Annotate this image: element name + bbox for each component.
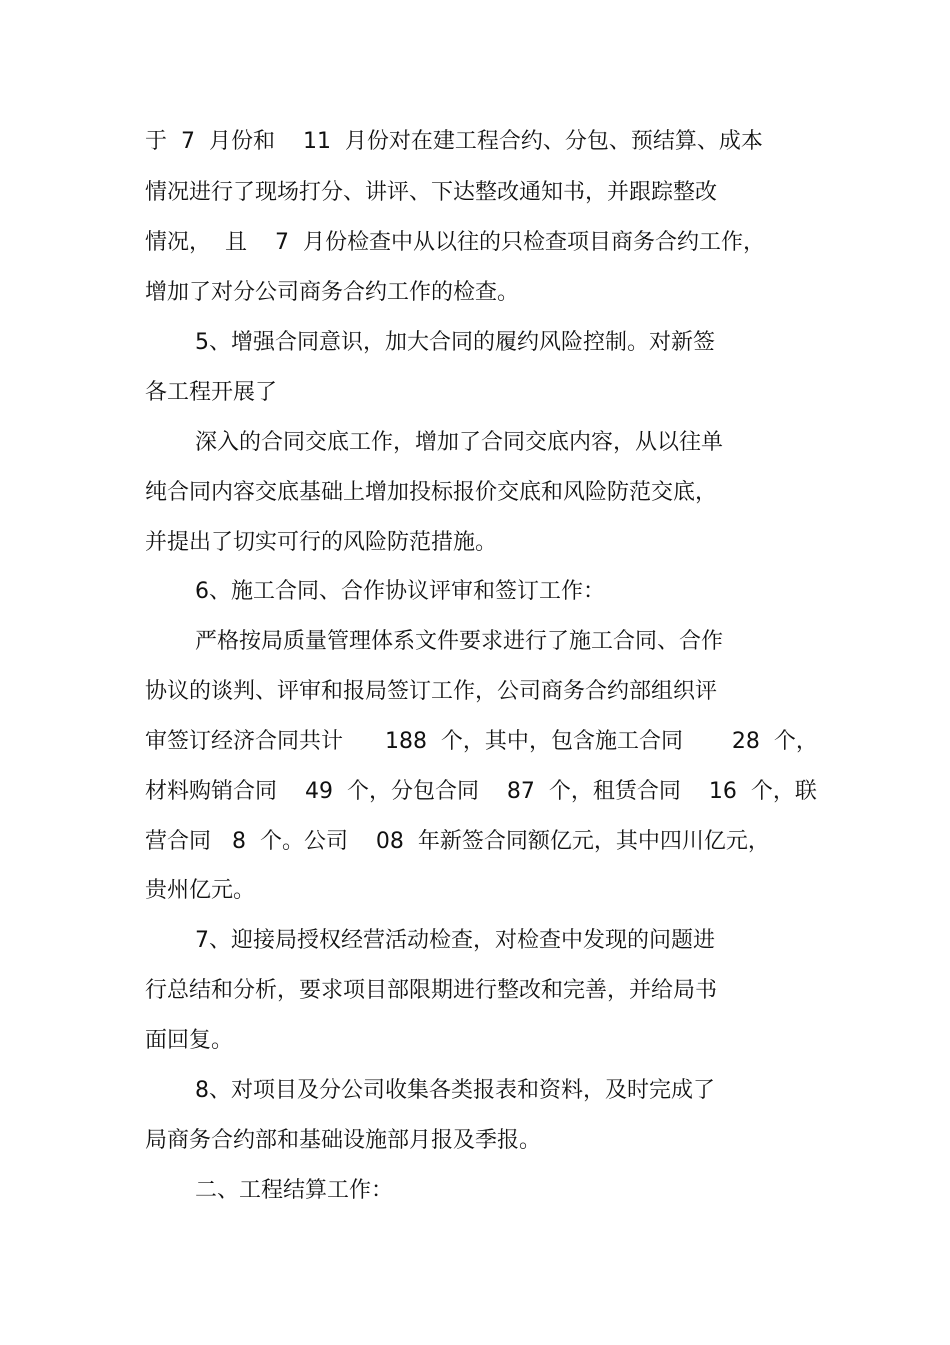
text-line: 纯合同内容交底基础上增加投标报价交底和风险防范交底， bbox=[145, 480, 718, 505]
text-line: 各工程开展了 bbox=[145, 380, 278, 405]
paragraph-heading: 5、增强合同意识，加大合同的履约风险控制。对新签 bbox=[195, 330, 715, 355]
text-line: 并提出了切实可行的风险防范措施。 bbox=[145, 530, 498, 555]
paragraph-heading: 8、对项目及分公司收集各类报表和资料，及时完成了 bbox=[195, 1078, 715, 1103]
text-line: 面回复。 bbox=[145, 1028, 234, 1053]
text-line: 严格按局质量管理体系文件要求进行了施工合同、合作 bbox=[195, 629, 724, 654]
text-line: 营合同 8 个。公司 08 年新签合同额亿元，其中四川亿元， bbox=[145, 829, 770, 854]
text-line: 深入的合同交底工作，增加了合同交底内容，从以往单 bbox=[195, 430, 724, 455]
paragraph-heading: 6、施工合同、合作协议评审和签订工作： bbox=[195, 579, 605, 604]
text-line: 于 7 月份和 11 月份对在建工程合约、分包、预结算、成本 bbox=[145, 129, 763, 154]
text-line: 增加了对分公司商务合约工作的检查。 bbox=[145, 280, 520, 305]
text-line: 局商务合约部和基础设施部月报及季报。 bbox=[145, 1128, 542, 1153]
text-line: 审签订经济合同共计 188 个，其中，包含施工合同 28 个， bbox=[145, 729, 818, 754]
text-line: 情况， 且 7 月份检查中从以往的只检查项目商务合约工作， bbox=[145, 230, 765, 255]
text-line: 协议的谈判、评审和报局签订工作，公司商务合约部组织评 bbox=[145, 679, 718, 704]
text-line: 贵州亿元。 bbox=[145, 878, 256, 903]
text-line: 行总结和分析，要求项目部限期进行整改和完善，并给局书 bbox=[145, 978, 718, 1003]
paragraph-heading: 7、迎接局授权经营活动检查，对检查中发现的问题进 bbox=[195, 928, 715, 953]
section-heading: 二、工程结算工作： bbox=[195, 1178, 394, 1203]
text-line: 情况进行了现场打分、讲评、下达整改通知书，并跟踪整改 bbox=[145, 180, 718, 205]
text-line: 材料购销合同 49 个，分包合同 87 个，租赁合同 16 个，联 bbox=[145, 779, 817, 804]
